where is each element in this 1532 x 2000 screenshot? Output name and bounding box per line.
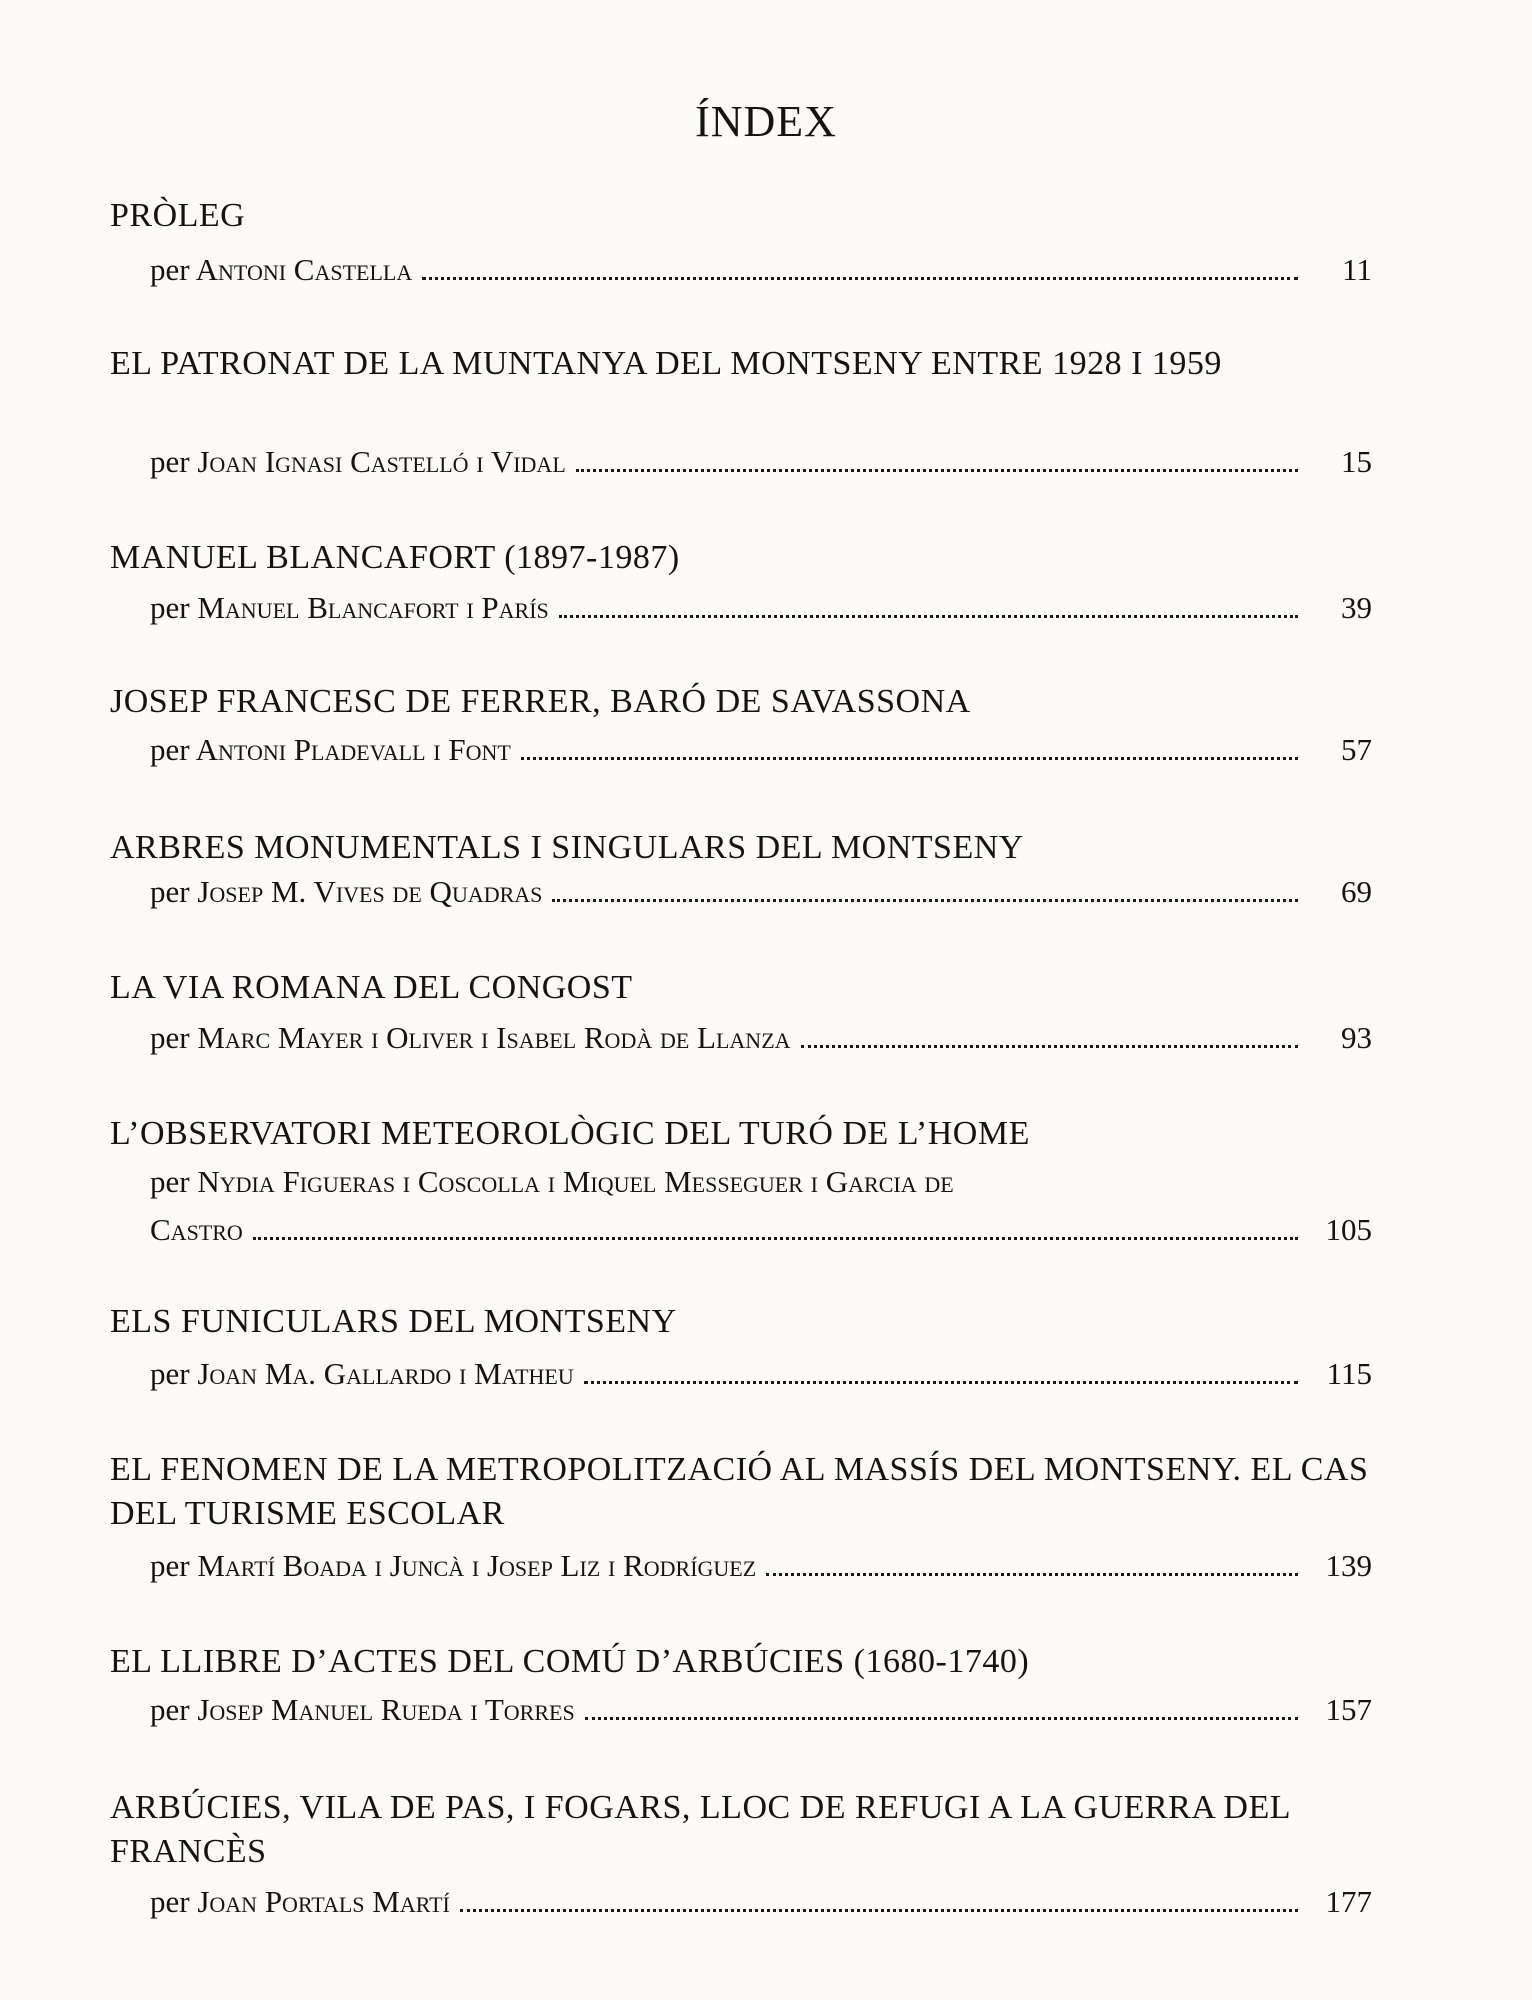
entry-title: MANUEL BLANCAFORT (1897-1987) (110, 539, 680, 576)
entry-byline (150, 1354, 1372, 1394)
entry-author: per Marc Mayer i Oliver i Isabel Rodà de Llanza (150, 1020, 791, 1055)
entry-author: per Joan Ma. Gallardo i Matheu (150, 1356, 574, 1391)
entry-byline (150, 872, 1372, 912)
entry-page-number: 139 (1325, 1548, 1372, 1583)
entry-author: per Antoni Pladevall i Font (150, 732, 511, 767)
entry-author: per Joan Ignasi Castelló i Vidal (150, 444, 566, 479)
dot-leader (559, 615, 1298, 618)
dot-leader (521, 757, 1298, 760)
entry-byline (150, 1018, 1372, 1058)
entry-title: ARBÚCIES, VILA DE PAS, I FOGARS, LLOC DE REFUGI A LA GUERRA DEL FRANCÈS (110, 1789, 1290, 1870)
entry-author: per Josep M. Vives de Quadras (150, 874, 543, 909)
entry-author-continued: Castro 105 (150, 1210, 1372, 1250)
entry-byline (150, 1882, 1372, 1922)
page-title: ÍNDEX (695, 97, 837, 146)
entry-title: L’OBSERVATORI METEOROLÒGIC DEL TURÓ DE L’HOME (110, 1115, 1030, 1152)
entry-page-number: 11 (1342, 252, 1372, 287)
entry-byline (150, 730, 1372, 770)
entry-title: LA VIA ROMANA DEL CONGOST (110, 969, 633, 1006)
entry-title: ELS FUNICULARS DEL MONTSENY (110, 1303, 677, 1340)
entry-byline (150, 442, 1372, 482)
entry-byline (150, 1546, 1372, 1586)
entry-author: per Josep Manuel Rueda i Torres (150, 1692, 575, 1727)
entry-title: PRÒLEG (110, 197, 246, 234)
entry-byline (150, 1690, 1372, 1730)
entry-byline (150, 1162, 1372, 1250)
entry-author: per Joan Portals Martí (150, 1884, 450, 1919)
entry-page-number: 69 (1341, 874, 1372, 909)
entry-author: per Antoni Castella (150, 252, 413, 287)
dot-leader (801, 1045, 1298, 1048)
entry-title: ARBRES MONUMENTALS I SINGULARS DEL MONTSENY (110, 829, 1024, 866)
entry-author: per Martí Boada i Juncà i Josep Liz i Rodríguez (150, 1548, 757, 1583)
entry-title: EL PATRONAT DE LA MUNTANYA DEL MONTSENY ENTRE 1928 I 1959 (110, 345, 1222, 382)
entry-author: per Nydia Figueras i Coscolla i Miquel Messeguer i Garcia de (150, 1164, 954, 1199)
dot-leader (552, 899, 1298, 902)
dot-leader (766, 1573, 1298, 1576)
entry-page-number: 15 (1341, 444, 1372, 479)
entry-page-number: 157 (1325, 1692, 1372, 1727)
entry-byline (150, 250, 1372, 290)
entry-page-number: 39 (1341, 590, 1372, 625)
entry-title: EL LLIBRE D’ACTES DEL COMÚ D’ARBÚCIES (1680-1740) (110, 1643, 1030, 1680)
entry-page-number: 105 (1325, 1212, 1372, 1247)
entry-title: JOSEP FRANCESC DE FERRER, BARÓ DE SAVASSONA (110, 683, 971, 720)
dot-leader (253, 1237, 1298, 1240)
entry-page-number: 57 (1341, 732, 1372, 767)
dot-leader (460, 1909, 1298, 1912)
entry-page-number: 93 (1341, 1020, 1372, 1055)
entry-author: per Manuel Blancafort i París (150, 590, 549, 625)
dot-leader (584, 1381, 1298, 1384)
entry-page-number: 115 (1326, 1356, 1372, 1391)
entry-page-number: 177 (1325, 1884, 1372, 1919)
dot-leader (422, 277, 1298, 280)
entry-title: EL FENOMEN DE LA METROPOLITZACIÓ AL MASSÍS DEL MONTSENY. EL CAS DEL TURISME ESCOLAR (110, 1451, 1369, 1532)
entry-byline (150, 588, 1372, 628)
dot-leader (576, 469, 1298, 472)
dot-leader (585, 1717, 1298, 1720)
